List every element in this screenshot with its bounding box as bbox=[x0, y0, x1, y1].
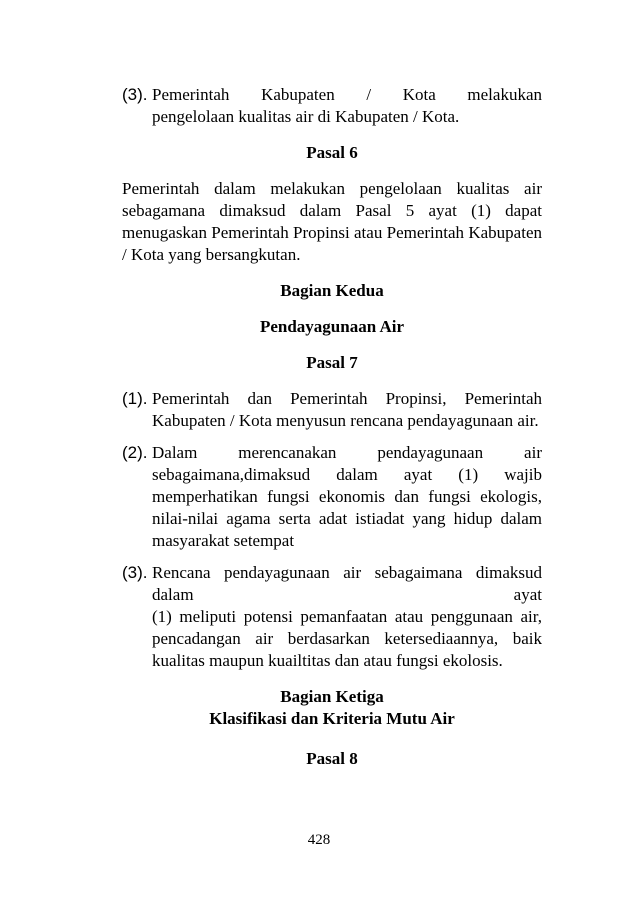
clause-text-line-2 bbox=[152, 584, 542, 606]
clause-text: Pemerintah dan Pemerintah Propinsi, Pemerintah Kabupaten / Kota menyusun rencana pendayagunaan air. bbox=[152, 389, 542, 430]
clause-text-rest: sebagaimana,dimaksud dalam ayat (1) wajib memperhatikan fungsi ekonomis dan fungsi ekologis, nilai-nilai agama serta adat istiadat yang hidup dalam masyarakat setempat bbox=[152, 465, 542, 550]
clause-text-line-1: Dalam merencanakan pendayagunaan air bbox=[152, 443, 542, 462]
clause-number: (3). bbox=[122, 85, 148, 104]
pasal-7-clause-2 bbox=[122, 442, 542, 552]
clause-number: (1). bbox=[122, 389, 148, 408]
clause-number: (2). bbox=[122, 443, 148, 462]
page-number: 428 bbox=[307, 832, 331, 848]
bagian-ketiga-heading: Bagian Ketiga bbox=[280, 687, 384, 706]
pasal-8-heading: Pasal 8 bbox=[306, 749, 358, 768]
pasal-7-clause-1 bbox=[122, 388, 542, 432]
bagian-kedua-subheading: Pendayagunaan Air bbox=[259, 317, 405, 336]
bagian-ketiga-subheading: Klasifikasi dan Kriteria Mutu Air bbox=[209, 709, 455, 728]
clause-3-pasal-5 bbox=[122, 84, 542, 128]
pasal-6-heading: Pasal 6 bbox=[306, 143, 358, 162]
clause-word-dalam: dalam bbox=[152, 585, 194, 604]
clause-word-ayat: ayat bbox=[513, 585, 542, 604]
clause-number: (3). bbox=[122, 563, 148, 582]
document-page bbox=[122, 84, 542, 770]
pasal-6-text: Pemerintah dalam melakukan pengelolaan kualitas air sebagamana dimaksud dalam Pasal 5 ayat (1) dapat menugaskan Pemerintah Propinsi atau Pemerintah Kabupaten / Kota yang bersangkutan. bbox=[122, 179, 542, 264]
clause-text-line-1: Pemerintah Kabupaten / Kota melakukan bbox=[152, 85, 542, 104]
pasal-7-heading: Pasal 7 bbox=[306, 353, 358, 372]
clause-text-line-2: pengelolaan kualitas air di Kabupaten / Kota. bbox=[152, 107, 460, 126]
clause-text-line-1: Rencana pendayagunaan air sebagaimana dimaksud bbox=[152, 563, 542, 582]
bagian-kedua-heading: Bagian Kedua bbox=[280, 281, 384, 300]
clause-text-rest: (1) meliputi potensi pemanfaatan atau penggunaan air, pencadangan air berdasarkan ketersediaannya, baik kualitas maupun kuailtitas dan atau fungsi ekolosis. bbox=[152, 607, 542, 670]
pasal-7-clause-3 bbox=[122, 562, 542, 672]
